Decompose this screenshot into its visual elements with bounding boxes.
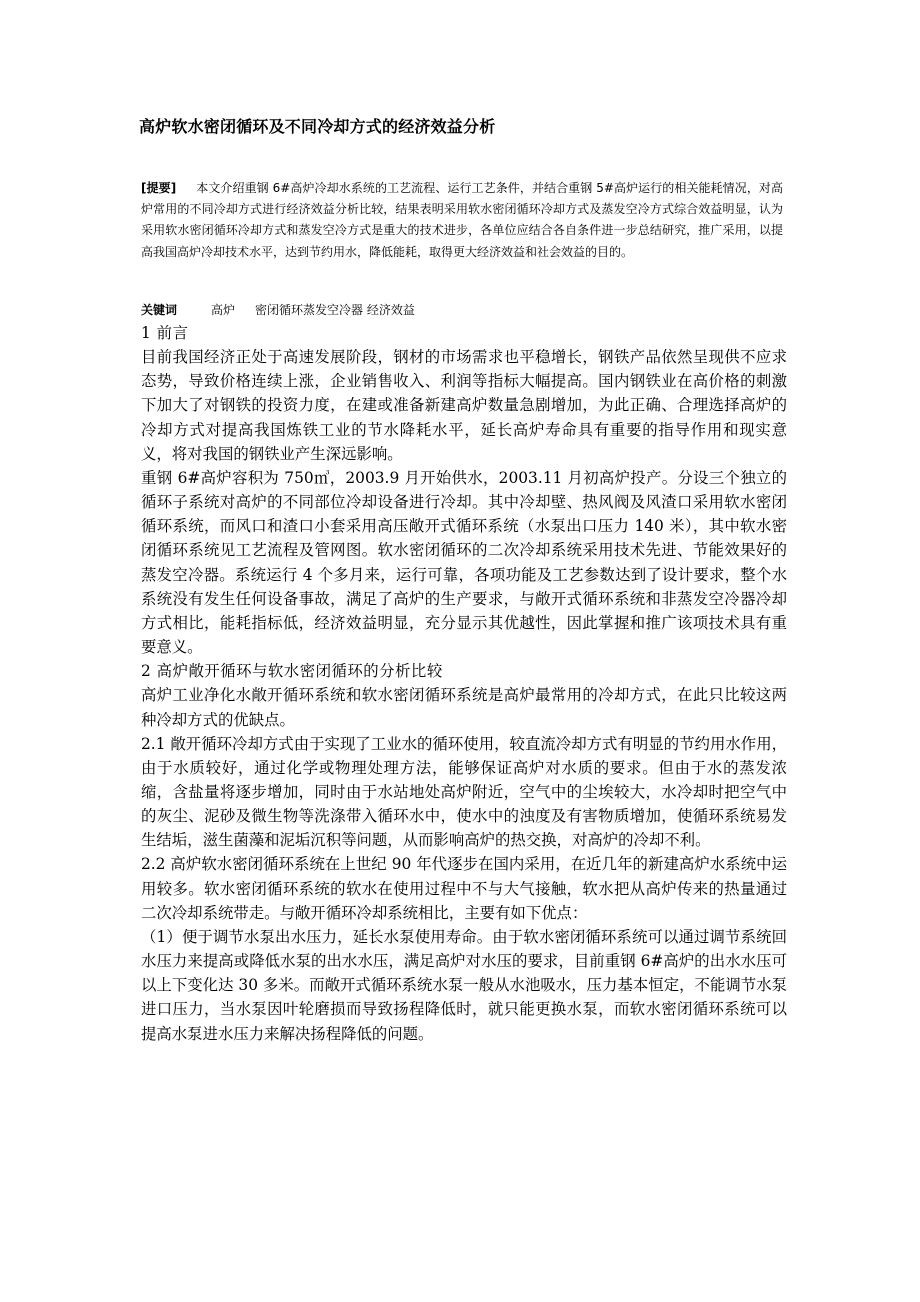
abstract-text: 本文介绍重钢 6#高炉冷却水系统的工艺流程、运行工艺条件，并结合重钢 5#高炉运行的相关能耗情况，对高炉常用的不同冷却方式进行经济效益分析比较，结果表明采用软水密闭循环冷却方式及蒸发空冷方式综合效益明显，认为采用软水密闭循环冷却方式和蒸发空冷方式是重大的技术进步，各单位应结合各自条件进一步总结研究，推广采用，以提高我国高炉冷却技术水平，达到节约用水，降低能耗，取得更大经济效益和社会效益的目的。 — [141, 181, 783, 259]
section-2-1-paragraph: 2.1 敞开循环冷却方式由于实现了工业水的循环使用，较直流冷却方式有明显的节约用水作用，由于水质较好，通过化学或物理处理方法，能够保证高炉对水质的要求。但由于水的蒸发浓缩，含盐量将逐步增加，同时由于水站地处高炉附近，空气中的尘埃较大，水冷却时把空气中的灰尘、泥砂及微生物等洗涤带入循环水中，使水中的浊度及有害物质增加，使循环系统易发生结垢，滋生菌藻和泥垢沉积等问题，从而影响高炉的热交换，对高炉的冷却不利。 — [141, 734, 787, 850]
section-2-paragraph-1: 高炉工业净化水敞开循环系统和软水密闭循环系统是高炉最常用的冷却方式，在此只比较这两种冷却方式的优缺点。 — [141, 686, 787, 729]
keywords — [141, 300, 783, 321]
keyword-2: 密闭循环蒸发空冷器 经济效益 — [255, 303, 415, 317]
section-2-2-item-1: （1）便于调节水泵出水压力，延长水泵使用寿命。由于软水密闭循环系统可以通过调节系统回水压力来提高或降低水泵的出水水压，满足高炉对水压的要求，目前重钢 6#高炉的出水水压可以上下变化达 30 多米。而敞开式循环系统水泵一般从水池吸水，压力基本恒定，不能调节水泵进口压力，当水泵因叶轮磨损而导致扬程降低时，就只能更换水泵，而软水密闭循环系统可以提高水泵进水压力来解决扬程降低的问题。 — [141, 927, 787, 1043]
body-text — [141, 321, 787, 1046]
abstract — [141, 178, 783, 263]
section-2-2-paragraph: 2.2 高炉软水密闭循环系统在上世纪 90 年代逐步在国内采用，在近几年的新建高炉水系统中运用较多。软水密闭循环系统的软水在使用过程中不与大气接触，软水把从高炉传来的热量通过二次冷却系统带走。与敞开循环冷却系统相比，主要有如下优点： — [141, 855, 787, 922]
section-1-paragraph-1: 目前我国经济正处于高速发展阶段，钢材的市场需求也平稳增长，钢铁产品依然呈现供不应求态势，导致价格连续上涨，企业销售收入、利润等指标大幅提高。国内钢铁业在高价格的刺激下加大了对钢铁的投资力度，在建或准备新建高炉数量急剧增加，为此正确、合理选择高炉的冷却方式对提高我国炼铁工业的节水降耗水平，延长高炉寿命具有重要的指导作用和现实意义，将对我国的钢铁业产生深远影响。 — [141, 348, 787, 463]
keywords-label: 关键词 — [141, 303, 178, 317]
section-1-heading: 1 前言 — [141, 324, 189, 342]
abstract-label: [提要] — [141, 181, 177, 195]
section-2-heading: 2 高炉敞开循环与软水密闭循环的分析比较 — [141, 662, 443, 681]
keyword-1: 高炉 — [211, 303, 236, 317]
section-1-paragraph-2: 重钢 6#高炉容积为 750㎥，2003.9 月开始供水，2003.11 月初高炉投产。分设三个独立的循环子系统对高炉的不同部位冷却设备进行冷却。其中冷却壁、热风阀及风渣口采用软水密闭循环系统，而风口和渣口小套采用高压敞开式循环系统（水泵出口压力 140 米），其中软水密闭循环系统见工艺流程及管网图。软水密闭循环的二次冷却系统采用技术先进、节能效果好的蒸发空冷器。系统运行 4 个多月来，运行可靠，各项功能及工艺参数达到了设计要求，整个水系统没有发生任何设备事故，满足了高炉的生产要求，与敞开式循环系统和非蒸发空冷器冷却方式相比，能耗指标低，经济效益明显，充分显示其优越性，因此掌握和推广该项技术具有重要意义。 — [141, 468, 787, 657]
document-title: 高炉软水密闭循环及不同冷却方式的经济效益分析 — [139, 117, 496, 136]
